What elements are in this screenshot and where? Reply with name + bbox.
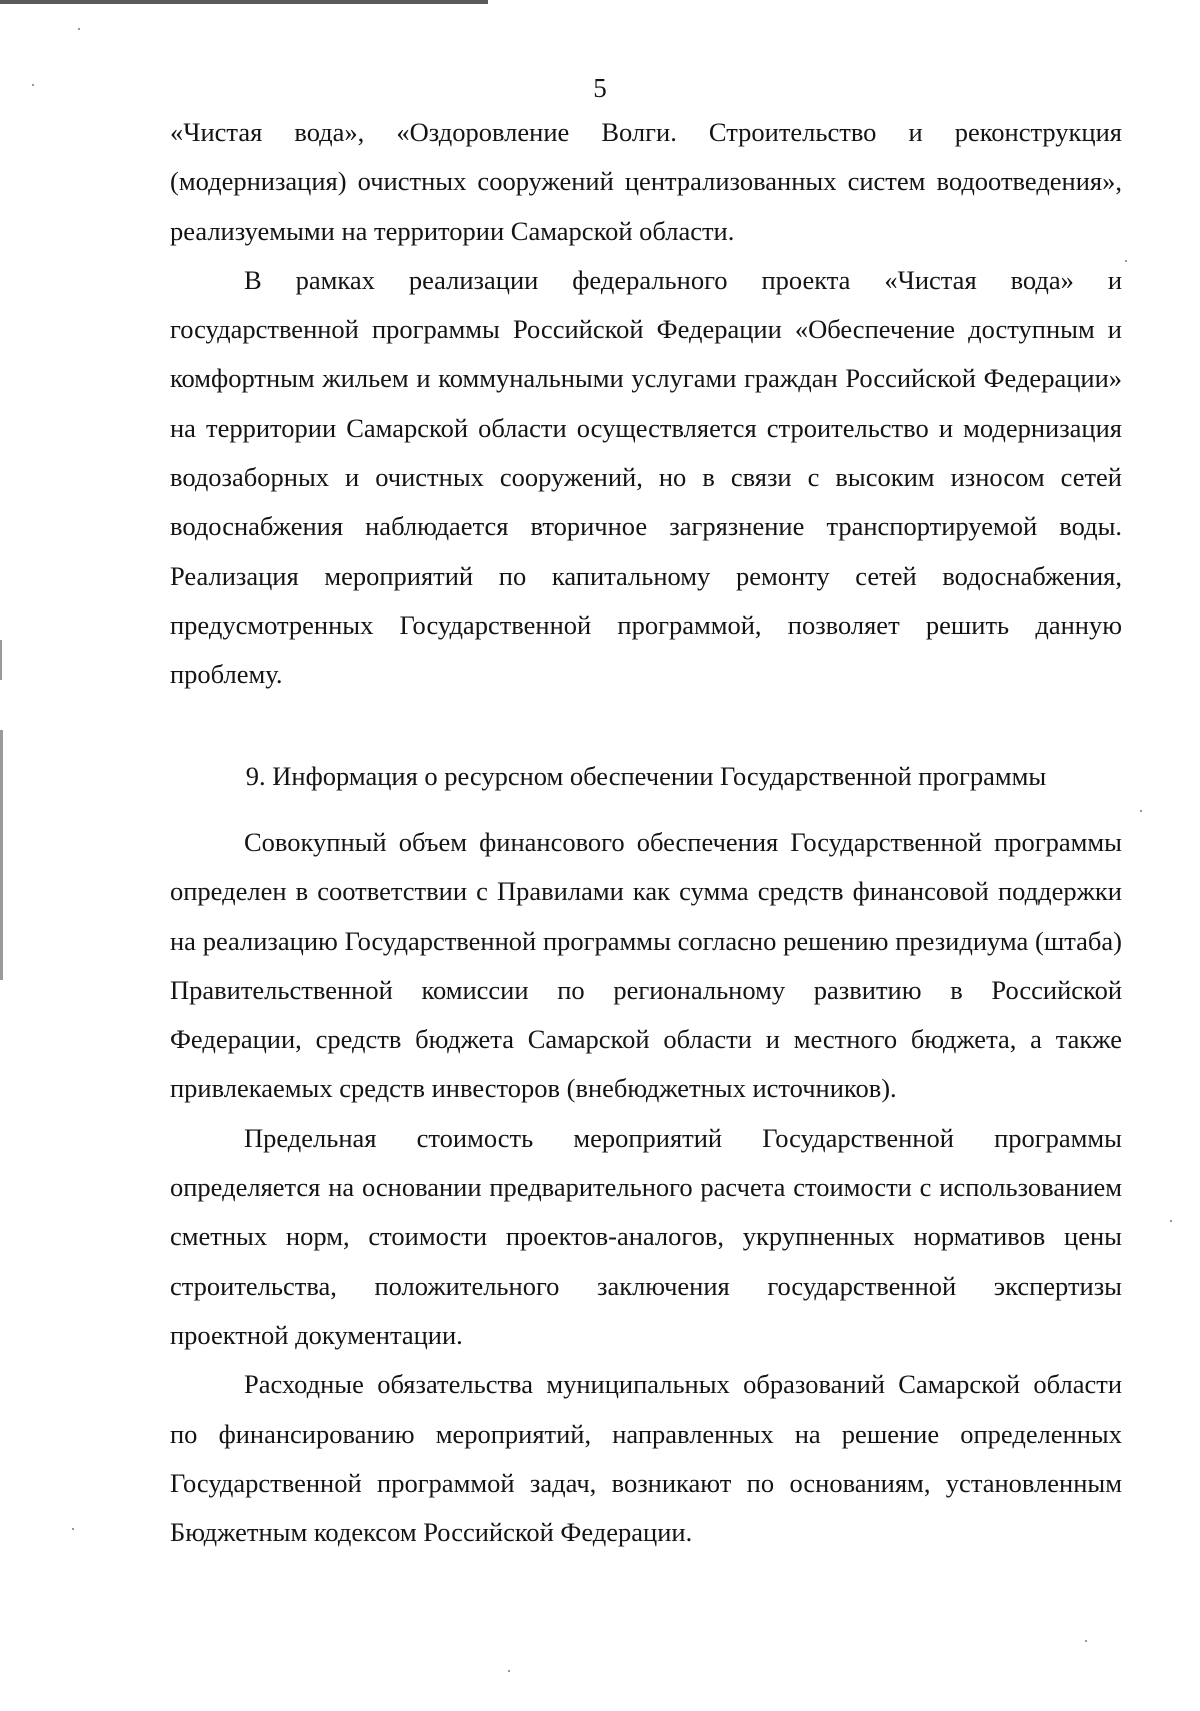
scan-top-rule: [0, 0, 488, 4]
paragraph: Предельная стоимость мероприятий Государственной программы определяется на основании предварительного расчета стоимости с использованием сметных норм, стоимости проектов-аналогов, укрупненных нормативов цены строительства, положительного заключения государственной экспертизы проектной документации.: [170, 1122, 1122, 1350]
scan-speck: [508, 1670, 510, 1672]
scan-speck: [1085, 1640, 1087, 1642]
scan-speck: [72, 1528, 74, 1530]
section-heading-block: [170, 752, 1122, 801]
page-number: 5: [593, 73, 607, 103]
scan-left-edge-mark: [0, 640, 2, 680]
scan-speck: [78, 28, 80, 30]
scan-speck: [32, 84, 34, 86]
scan-speck: [1125, 260, 1127, 262]
scan-speck: [1170, 1220, 1172, 1222]
scan-speck: [1140, 810, 1142, 812]
paragraph: «Чистая вода», «Оздоровление Волги. Строительство и реконструкция (модернизация) очистных сооружений централизованных систем водоотведения», реализуемыми на территории Самарской области.: [170, 117, 1122, 246]
paragraph: В рамках реализации федерального проекта «Чистая вода» и государственной программы Российской Федерации «Обеспечение доступным и комфортным жильем и коммунальными услугами граждан Российской Федерации» на территории Самарской области осуществляется строительство и модернизация водозаборных и очистных сооружений, но в связи с высоким износом сетей водоснабжения наблюдается вторичное загрязнение транспортируемой воды. Реализация мероприятий по капитальному ремонту сетей водоснабжения, предусмотренных Государственной программой, позволяет решить данную проблему.: [170, 264, 1122, 690]
text-block-bottom: [170, 818, 1122, 1557]
paragraph: Совокупный объем финансового обеспечения Государственной программы определен в соответствии с Правилами как сумма средств финансовой поддержки на реализацию Государственной программы согласно решению президиума (штаба) Правительственной комиссии по региональному развитию в Российской Федерации, средств бюджета Самарской области и местного бюджета, а также привлекаемых средств инвесторов (внебюджетных источников).: [170, 827, 1122, 1104]
section-heading: 9. Информация о ресурсном обеспечении Государственной программы: [245, 761, 1047, 791]
text-block-top: [170, 108, 1122, 700]
paragraph: Расходные обязательства муниципальных образований Самарской области по финансированию мероприятий, направленных на решение определенных Государственной программой задач, возникают по основаниям, установленным Бюджетным кодексом Российской Федерации.: [170, 1369, 1122, 1548]
scan-left-edge-mark: [0, 730, 3, 980]
